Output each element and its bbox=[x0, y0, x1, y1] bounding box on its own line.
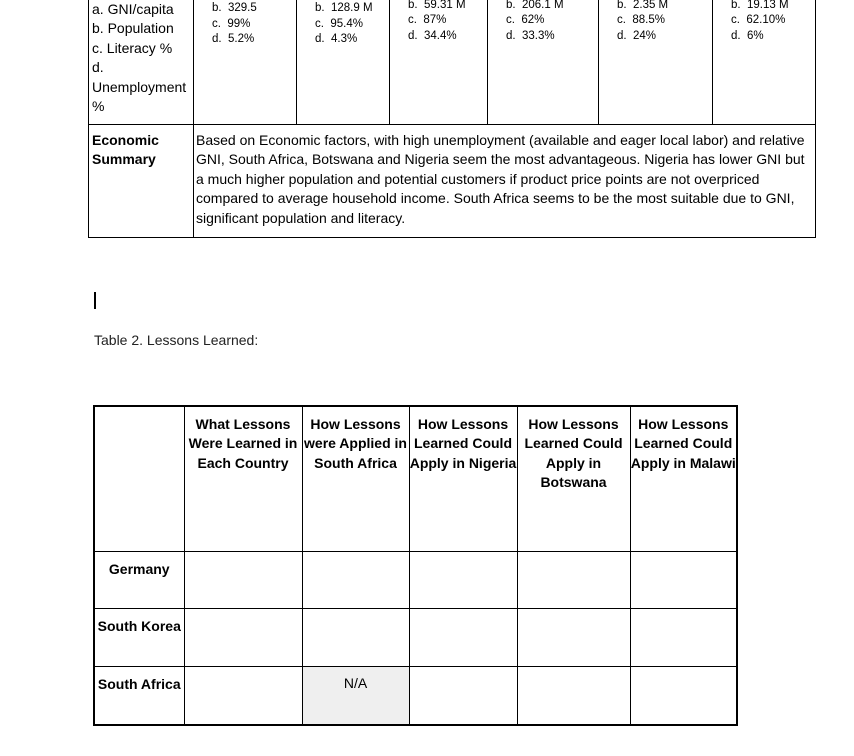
row-header: South Africa bbox=[94, 667, 184, 726]
column-header: How Lessons were Applied in South Africa bbox=[302, 406, 409, 552]
value-line: c. 88.5% bbox=[617, 14, 665, 27]
value-line: d. 6% bbox=[731, 29, 764, 42]
table-cell[interactable] bbox=[630, 609, 737, 667]
economic-summary-label: Economic Summary bbox=[92, 132, 159, 168]
value-line: d. 34.4% bbox=[408, 29, 457, 42]
factor-label: a. GNI/capita bbox=[92, 1, 174, 17]
value-line: d. 4.3% bbox=[315, 33, 358, 46]
table-cell[interactable] bbox=[184, 667, 302, 726]
column-header: What Lessons Were Learned in Each Country bbox=[184, 406, 302, 552]
country-values-cell bbox=[599, 0, 713, 125]
economic-factors-table bbox=[88, 0, 816, 238]
table-cell[interactable] bbox=[184, 552, 302, 609]
row-header: Germany bbox=[94, 552, 184, 609]
value-line: c. 99% bbox=[212, 17, 251, 30]
value-line: b. 128.9 M bbox=[315, 2, 373, 15]
table-cell[interactable] bbox=[630, 552, 737, 609]
column-header: How Lessons Learned Could Apply in Nigeria bbox=[409, 406, 517, 552]
value-line: b. 206.1 M bbox=[506, 0, 564, 11]
table-cell[interactable] bbox=[409, 609, 517, 667]
value-line: b. 2.35 M bbox=[617, 0, 669, 11]
value-line: d. 33.3% bbox=[506, 29, 555, 42]
economic-summary-text-cell bbox=[194, 125, 816, 238]
table-cell[interactable] bbox=[409, 552, 517, 609]
value-line: c. 87% bbox=[408, 14, 447, 27]
factor-label: d. Unemployment % bbox=[92, 59, 187, 115]
value-line: d. 5.2% bbox=[212, 33, 255, 46]
lessons-learned-table bbox=[93, 405, 738, 726]
economic-summary-text: Based on Economic factors, with high unemployment (available and eager local labor) and relative GNI, South Africa, Botswana and Nigeria seem the most advantageous. Nigeria has lower GNI but a much higher population and potential customers if product price points are not overpriced compared to average household income. South Africa seems to be the most suitable due to GNI, significant population and literacy. bbox=[196, 132, 805, 226]
country-values-cell bbox=[297, 0, 390, 125]
corner-header bbox=[94, 406, 184, 552]
table-caption: Table 2. Lessons Learned: bbox=[94, 332, 259, 348]
table-cell[interactable] bbox=[302, 609, 409, 667]
value-line: c. 62% bbox=[506, 14, 545, 27]
value-line: c. 95.4% bbox=[315, 17, 363, 30]
na-cell[interactable]: N/A bbox=[302, 667, 409, 726]
economic-summary-label-cell bbox=[89, 125, 194, 238]
table-cell[interactable] bbox=[517, 552, 630, 609]
country-values-cell bbox=[390, 0, 488, 125]
country-values-cell bbox=[194, 0, 297, 125]
country-values-cell bbox=[488, 0, 599, 125]
factor-label: b. Population bbox=[92, 20, 174, 37]
table-cell[interactable] bbox=[517, 609, 630, 667]
value-line: b. 59.31 M bbox=[408, 0, 466, 11]
row-header: South Korea bbox=[94, 609, 184, 667]
value-line: b. 329.5 bbox=[212, 2, 257, 15]
column-header: How Lessons Learned Could Apply in Botswana bbox=[517, 406, 630, 552]
value-line: d. 24% bbox=[617, 29, 656, 42]
table-cell[interactable] bbox=[184, 609, 302, 667]
table-row bbox=[94, 552, 737, 609]
table-row bbox=[94, 667, 737, 726]
value-line: b. 19.13 M bbox=[731, 0, 789, 11]
factor-label: c. Literacy % bbox=[92, 39, 173, 56]
table-cell[interactable] bbox=[302, 552, 409, 609]
value-line: c. 62.10% bbox=[731, 14, 786, 27]
column-header: How Lessons Learned Could Apply in Malawi bbox=[630, 406, 737, 552]
text-cursor bbox=[94, 292, 96, 309]
table-cell[interactable] bbox=[517, 667, 630, 726]
table-row bbox=[94, 609, 737, 667]
table-cell[interactable] bbox=[630, 667, 737, 726]
country-values-cell bbox=[713, 0, 816, 125]
factor-labels-cell bbox=[89, 0, 194, 125]
table-cell[interactable] bbox=[409, 667, 517, 726]
